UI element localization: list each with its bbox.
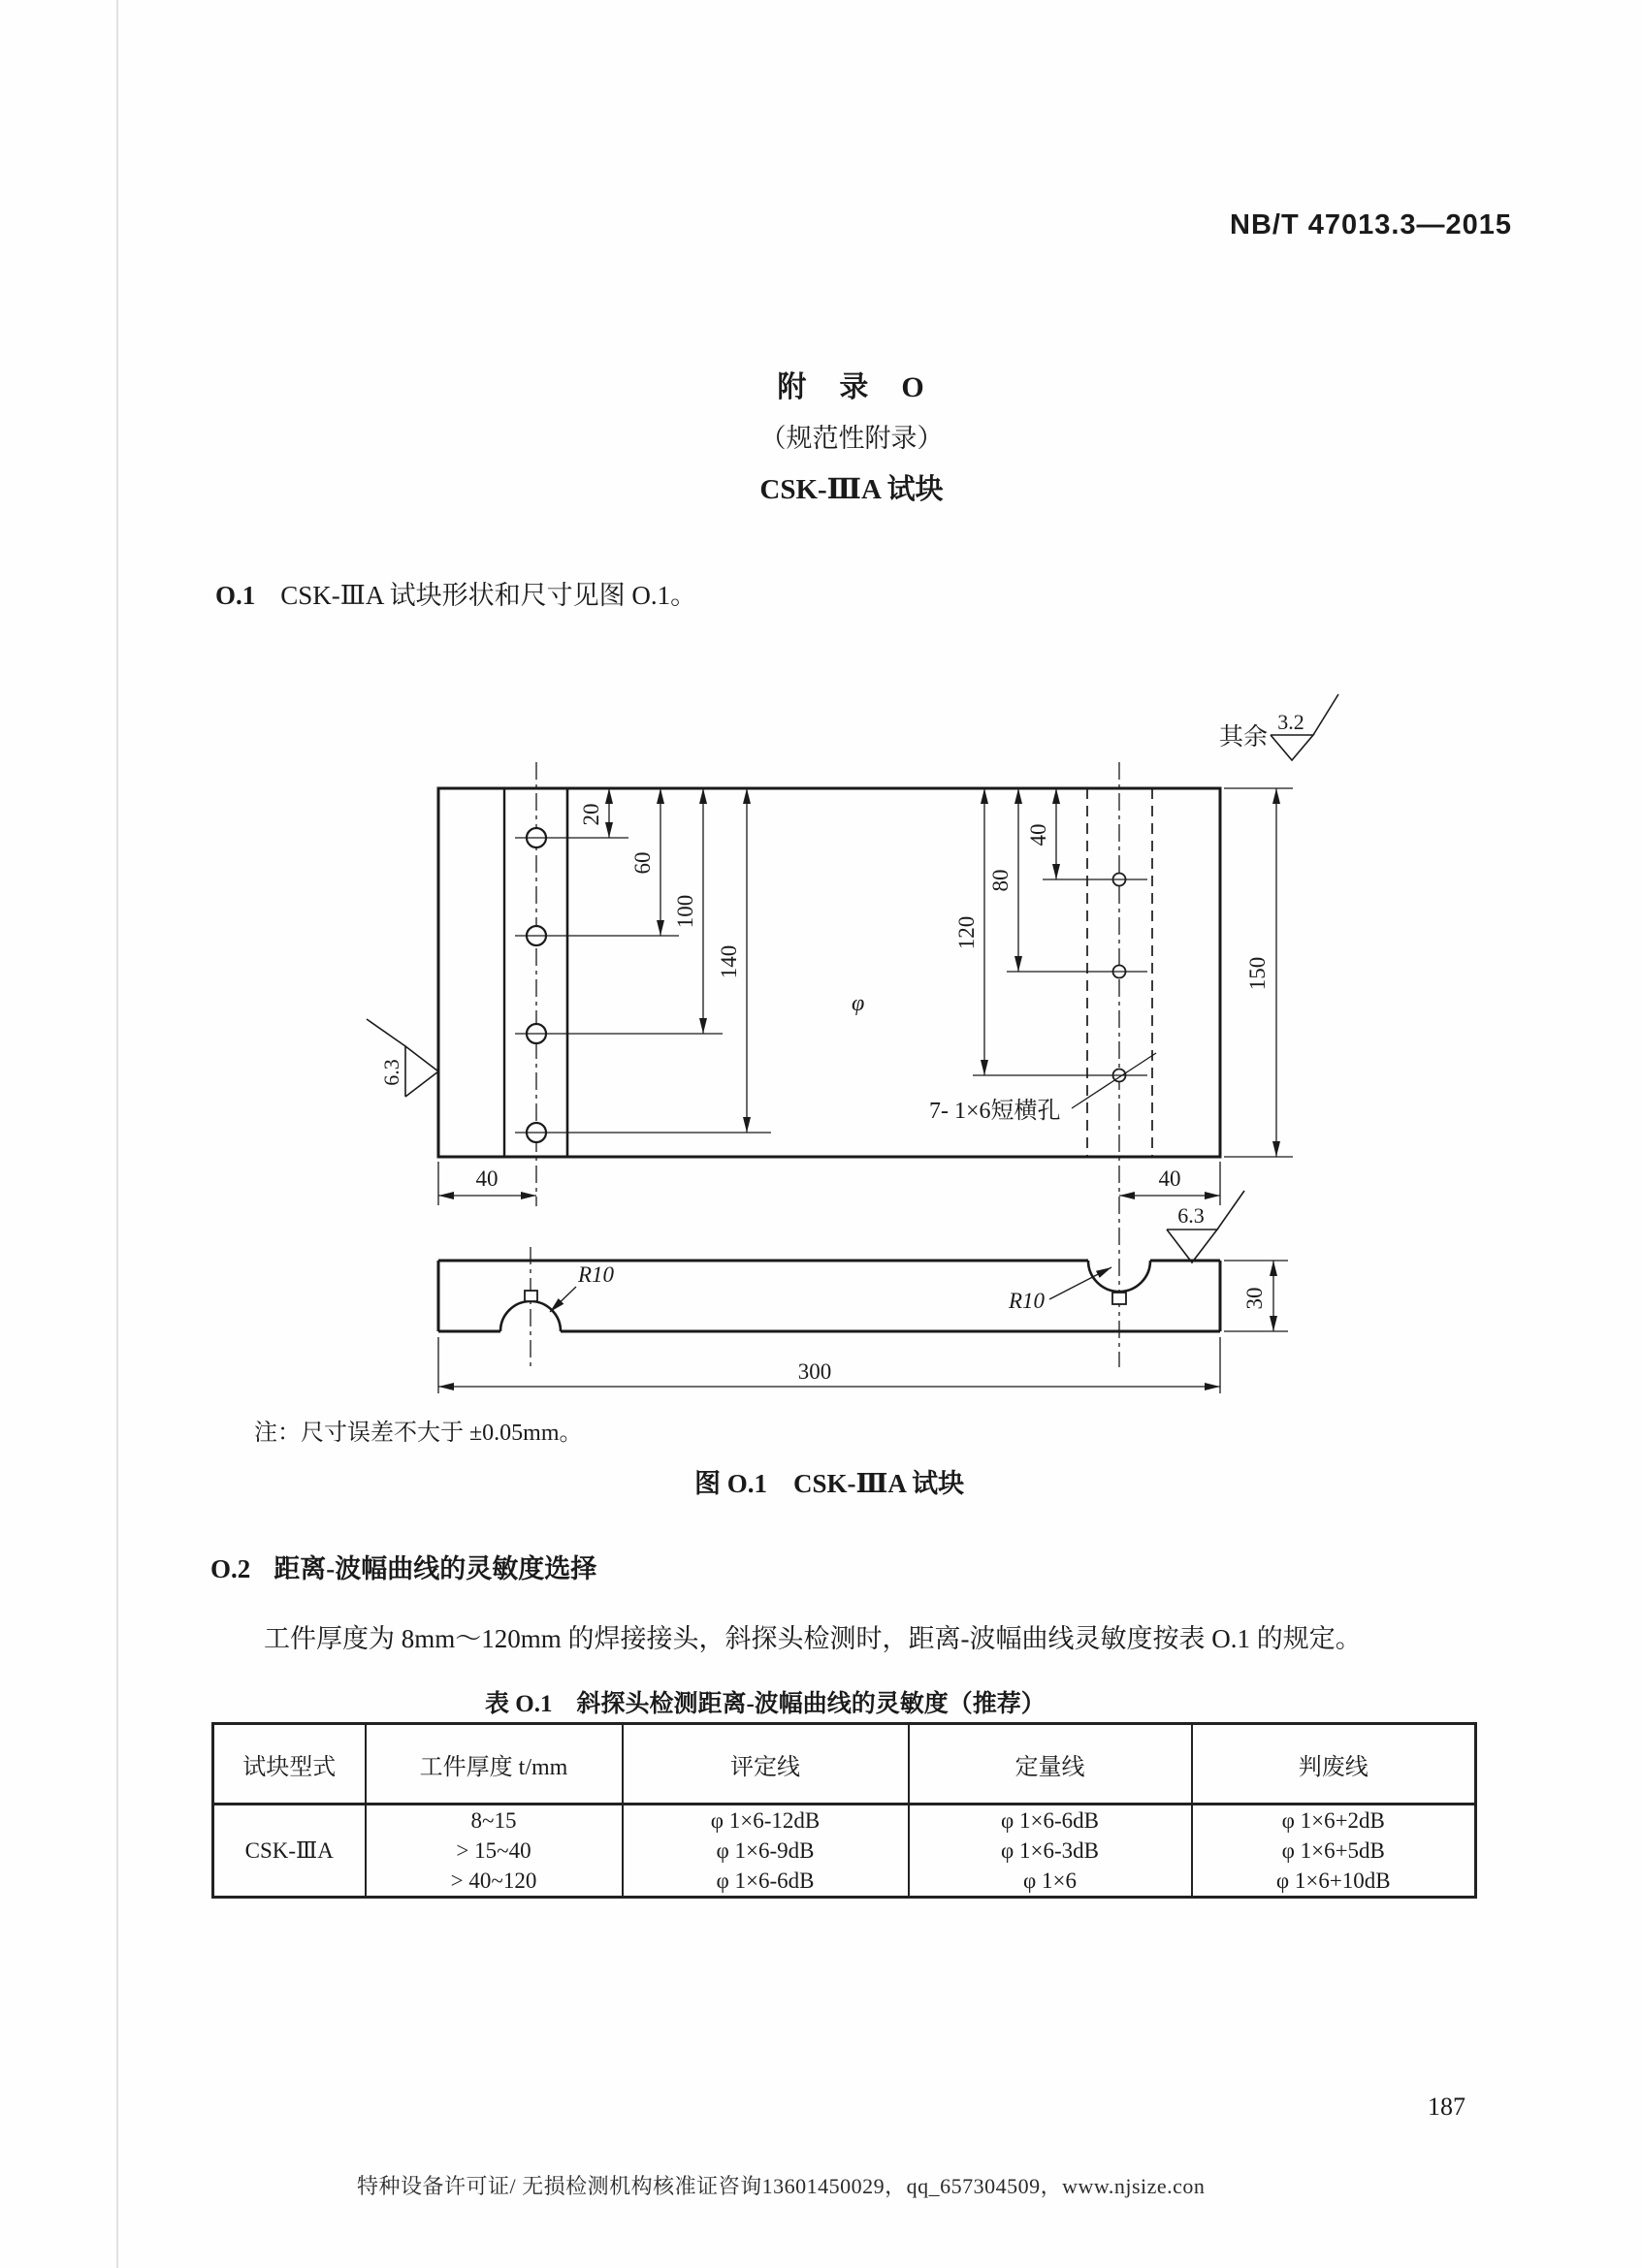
cell-thickness	[366, 1805, 623, 1898]
cell-block-type: CSK-ⅢA	[213, 1805, 366, 1898]
phi-symbol: φ	[852, 991, 865, 1016]
quantification-row-1: φ 1×6-6dB	[1001, 1808, 1099, 1833]
top-view-holes	[527, 828, 1126, 1142]
roughness-32-value: 3.2	[1277, 710, 1304, 734]
scan-edge-line	[116, 0, 118, 2268]
roughness-symbol-63-right	[1167, 1191, 1244, 1262]
rejection-row-3: φ 1×6+10dB	[1275, 1869, 1391, 1893]
thickness-row-1: 8~15	[470, 1808, 517, 1833]
short-holes-leader	[929, 1053, 1156, 1124]
evaluation-row-2: φ 1×6-9dB	[716, 1838, 815, 1863]
appendix-block-name: CSK-ⅢA 试块	[759, 474, 944, 505]
section-o2-paragraph: 工件厚度为 8mm～120mm 的焊接接头，斜探头检测时，距离-波幅曲线灵敏度按表 O.1 的规定。	[264, 1624, 1362, 1653]
page-number: 187	[1428, 2092, 1465, 2121]
appendix-title-block	[512, 363, 1191, 507]
dim-40-bottom-right: 40	[1158, 1166, 1181, 1191]
dim-40-bottom-left: 40	[475, 1166, 499, 1191]
dim-40-top: 40	[1026, 823, 1050, 847]
cell-quantification	[909, 1805, 1192, 1898]
rejection-row-1: φ 1×6+2dB	[1281, 1808, 1385, 1833]
col-header-thickness: 工件厚度 t/mm	[366, 1724, 623, 1805]
section-o1-line	[215, 574, 696, 612]
short-holes-label: 7- 1×6短横孔	[929, 1099, 1061, 1124]
section-o2-heading	[210, 1548, 596, 1585]
table-o1-title: 表 O.1 斜探头检测距离-波幅曲线的灵敏度（推荐）	[485, 1691, 1046, 1717]
thickness-row-3: > 40~120	[450, 1869, 537, 1893]
roughness-63-right-value: 6.3	[1177, 1203, 1205, 1228]
rejection-row-2: φ 1×6+5dB	[1281, 1838, 1385, 1863]
r10-left-label: R10	[578, 1262, 615, 1287]
dim-60: 60	[630, 851, 655, 875]
evaluation-row-3: φ 1×6-6dB	[716, 1869, 815, 1893]
table-header-row	[213, 1724, 1476, 1805]
appendix-subtitle: （规范性附录）	[759, 424, 944, 453]
roughness-symbol-63-left	[367, 1019, 438, 1097]
figure-caption: 图 O.1 CSK-ⅢA 试块	[694, 1469, 965, 1498]
table-body-row	[213, 1805, 1476, 1898]
section-o2-number: O.2	[210, 1554, 251, 1583]
quantification-row-3: φ 1×6	[1023, 1869, 1077, 1893]
r10-right-callout	[1008, 1267, 1111, 1313]
r10-right-label: R10	[1009, 1289, 1046, 1313]
quantification-row-2: φ 1×6-3dB	[1001, 1838, 1099, 1863]
col-header-block-type: 试块型式	[213, 1724, 366, 1805]
dim-300: 300	[797, 1359, 832, 1384]
section-o1-number: O.1	[215, 581, 256, 610]
figure-note: 注：尺寸误差不大于 ±0.05mm。	[254, 1421, 583, 1446]
section-o1-text: CSK-ⅢA 试块形状和尺寸见图 O.1。	[280, 581, 697, 610]
dim-20: 20	[579, 803, 603, 826]
thickness-row-2: > 15~40	[456, 1838, 531, 1863]
figure-o1-drawing	[339, 659, 1426, 1406]
dim-120: 120	[954, 915, 979, 950]
top-view-outline	[438, 788, 1220, 1157]
side-view-dimensions	[438, 1261, 1288, 1393]
evaluation-row-1: φ 1×6-12dB	[710, 1808, 821, 1833]
dim-150: 150	[1245, 956, 1270, 991]
dim-30: 30	[1242, 1287, 1267, 1310]
roughness-63-left-value: 6.3	[379, 1059, 403, 1086]
col-header-rejection-line: 判废线	[1192, 1724, 1476, 1805]
dim-140: 140	[717, 944, 741, 979]
dim-100: 100	[673, 894, 697, 929]
roughness-symbol-32-rest	[1219, 694, 1338, 760]
cell-evaluation	[623, 1805, 909, 1898]
footer-watermark: 特种设备许可证/ 无损检测机构核准证咨询13601450029，qq_657304509，www.njsize.con	[357, 2174, 1206, 2198]
section-o2-heading-text: 距离-波幅曲线的灵敏度选择	[274, 1554, 597, 1583]
standard-number-header: NB/T 47013.3—2015	[1230, 209, 1513, 240]
col-header-quantification-line: 定量线	[909, 1724, 1192, 1805]
top-view-centerlines	[531, 762, 1119, 1371]
col-header-evaluation-line: 评定线	[623, 1724, 909, 1805]
rest-label: 其余	[1219, 724, 1269, 751]
appendix-title: 附 录 O	[777, 371, 926, 403]
sensitivity-table	[211, 1722, 1477, 1899]
dim-80: 80	[988, 869, 1013, 892]
r10-left-callout	[550, 1262, 615, 1312]
cell-rejection	[1192, 1805, 1476, 1898]
